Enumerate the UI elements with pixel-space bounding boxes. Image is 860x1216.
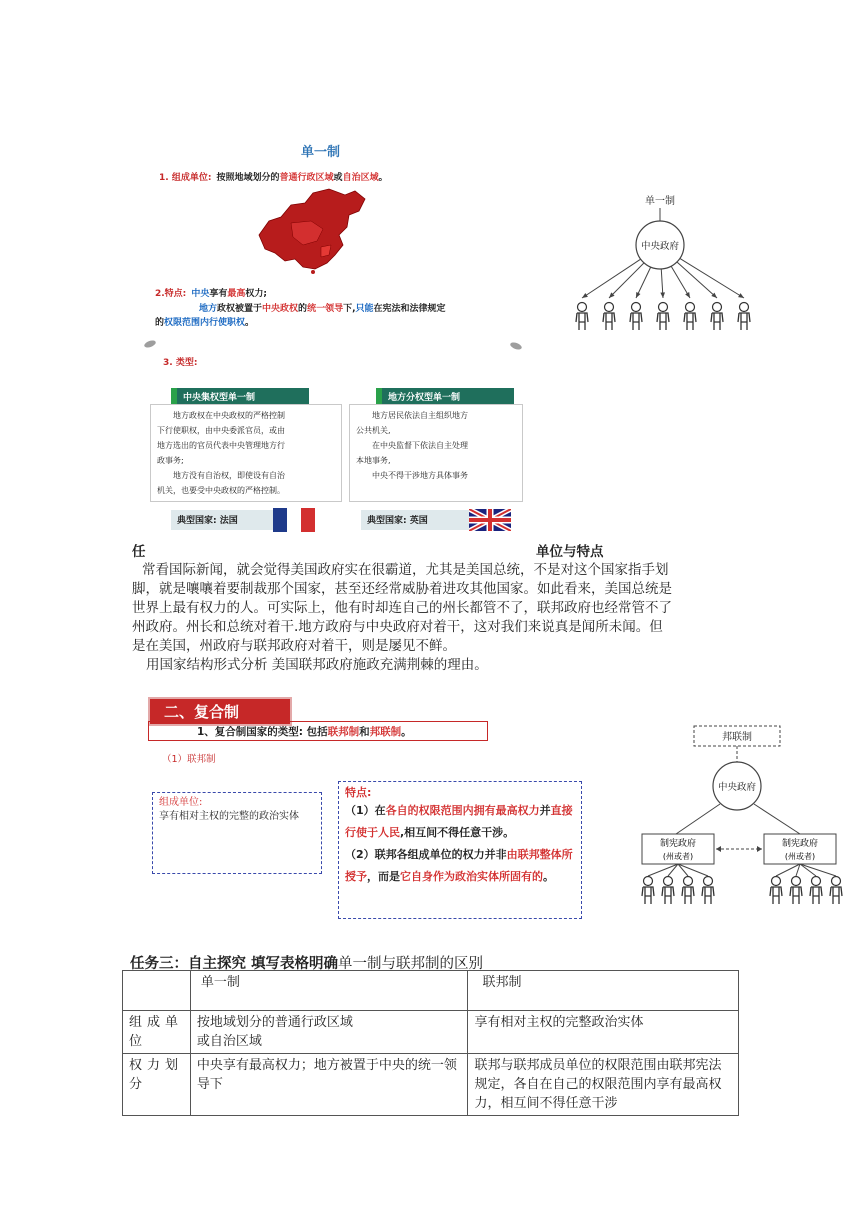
diagram1-arrow xyxy=(680,258,744,298)
table-header-row xyxy=(123,971,739,1011)
section-heading-right: 单位与特点 xyxy=(536,544,604,560)
type-right-line: 公共机关, xyxy=(356,426,391,435)
paragraph-line: 脚，就是嚷嚷着要制裁那个国家，甚至还经常威胁着进攻其他国家。如此看来，美国总统是 xyxy=(132,581,672,597)
unitary-diagram xyxy=(570,190,760,340)
uk-flag-icon xyxy=(469,509,511,531)
type-left-header: 中央集权型单一制 xyxy=(171,388,309,405)
person-icon xyxy=(576,303,588,331)
federal-cell: 享有相对主权的完整政治实体 xyxy=(468,1011,739,1054)
table-header-cell: 单一制 xyxy=(190,971,468,1011)
right-state-sub: (州或者) xyxy=(784,852,816,861)
person-icon xyxy=(603,303,615,331)
person-icon xyxy=(790,877,802,905)
diagram1-arrow xyxy=(582,259,641,298)
diagram1-center-label: 中央政府 xyxy=(640,241,680,252)
person-icon xyxy=(770,877,782,905)
type-right-line: 在中央监督下依法自主处理 xyxy=(372,441,468,450)
arrowhead-icon xyxy=(738,293,744,298)
country-bar-france: 典型国家: 法国 xyxy=(171,510,315,530)
person-icon xyxy=(662,877,674,905)
item1: 1. 组成单位: 按照地域划分的普通行政区域或自治区域。 xyxy=(159,173,388,183)
type-right-header: 地方分权型单一制 xyxy=(376,388,514,405)
paragraph-line: 是在美国，州政府与联邦政府对着干，则是屡见不鲜。 xyxy=(132,638,456,654)
diagram1-title: 单一制 xyxy=(645,196,675,207)
item3-label: 3. 类型: xyxy=(163,358,198,368)
unitary-cell: 按地域划分的普通行政区域 或自治区域 xyxy=(190,1011,468,1054)
type-right-line: 地方居民依法自主组织地方 xyxy=(372,411,468,420)
federal-cell: 联邦与联邦成员单位的权限范围由联邦宪法规定，各自在自己的权限范围内享有最高权力，相互间不得任意干涉 xyxy=(468,1054,739,1116)
compound-slide xyxy=(148,695,598,925)
left-state-label: 制宪政府 xyxy=(659,839,697,849)
feature-box: 特点: （1）在各自的权限范围内拥有最高权力并直接行使于人民,相互间不得任意干涉。 （2）联邦各组成单位的权力并非由联邦整体所授予，而是它自身作为政治实体所固有的。 xyxy=(338,781,582,919)
diagram2-people xyxy=(642,864,842,904)
federal-subheading: （1）联邦制 xyxy=(162,754,216,765)
comparison-table xyxy=(122,970,739,1116)
china-map-image xyxy=(251,183,371,275)
paragraph-line: 州政府。州长和总统对着干.地方政府与中央政府对着干，这对我们来说真是闻所未闻。但 xyxy=(132,619,663,635)
type-left-line: 机关，也要受中央政权的严格控制。 xyxy=(157,486,285,495)
unitary-slide xyxy=(143,133,528,540)
feature-2: （2）联邦各组成单位的权力并非由联邦整体所授予，而是它自身作为政治实体所固有的。 xyxy=(345,848,573,883)
feature-1: （1）在各自的权限范围内拥有最高权力并直接行使于人民,相互间不得任意干涉。 xyxy=(345,804,573,839)
france-flag-icon xyxy=(273,508,315,532)
leaf-icon xyxy=(509,341,523,351)
left-state-sub: (州或者) xyxy=(662,852,694,861)
country-bar-uk: 典型国家: 英国 xyxy=(361,510,511,530)
section-heading-left: 任 xyxy=(132,544,146,560)
person-icon xyxy=(630,303,642,331)
type-left-line: 地方政权在中央政权的严格控制 xyxy=(173,411,285,420)
person-icon xyxy=(810,877,822,905)
type-left-line: 地方没有自治权，即使设有自治 xyxy=(173,471,285,480)
table-header-cell: 联邦制 xyxy=(468,971,739,1011)
type-left-line: 地方选出的官员代表中央管理地方行 xyxy=(157,441,285,450)
person-icon xyxy=(684,303,696,331)
type-left-line: 政事务; xyxy=(157,456,184,465)
diagram2-link xyxy=(800,864,816,876)
diagram2-top-label: 邦联制 xyxy=(722,732,752,743)
reading-paragraph xyxy=(132,561,742,675)
analysis-question: 用国家结构形式分析 美国联邦政府施政充满荆棘的理由。 xyxy=(146,657,488,673)
person-icon xyxy=(657,303,669,331)
type-right-box xyxy=(349,404,523,502)
diagram1-arrow xyxy=(677,262,717,298)
type-left-line: 下行使职权，由中央委派官员，或由 xyxy=(157,426,285,435)
diagram2-link xyxy=(800,864,836,876)
diagram2-center-label: 中央政府 xyxy=(717,782,757,793)
diagram1-people xyxy=(576,303,750,331)
table-header-cell xyxy=(123,971,191,1011)
compound-subtitle: 1、复合制国家的类型: 包括联邦制和邦联制。 xyxy=(148,721,488,741)
compose-unit-box: 组成单位: 享有相对主权的完整的政治实体 xyxy=(152,792,322,874)
confederation-diagram xyxy=(636,718,858,914)
person-icon xyxy=(702,877,714,905)
row-label: 权力划分 xyxy=(123,1054,191,1116)
item2-line3: 的权限范围内行使职权。 xyxy=(155,318,255,328)
leaf-icon xyxy=(143,339,157,349)
unitary-cell: 中央享有最高权力；地方被置于中央的统一领导下 xyxy=(190,1054,468,1116)
slide-title: 单一制 xyxy=(301,145,341,160)
type-right-line: 中央不得干涉地方具体事务 xyxy=(372,471,468,480)
person-icon xyxy=(738,303,750,331)
item2-line1: 2.特点: 中央享有最高权力; xyxy=(155,289,268,299)
type-left-box xyxy=(150,404,342,502)
person-icon xyxy=(642,877,654,905)
compound-banner: 二、复合制 xyxy=(148,697,292,726)
row-label: 组成单位 xyxy=(123,1011,191,1054)
person-icon xyxy=(711,303,723,331)
item2-line2: 地方政权被置于中央政权的统一领导下,只能在宪法和法律规定 xyxy=(199,304,446,314)
arrowhead-icon xyxy=(582,293,588,298)
paragraph-line: 世界上最有权力的人。可实际上，他有时却连自己的州长都管不了，联邦政府也经常管不了 xyxy=(132,600,672,616)
table-row xyxy=(123,1054,739,1116)
person-icon xyxy=(830,877,842,905)
arrowhead-icon xyxy=(660,292,665,298)
right-state-label: 制宪政府 xyxy=(781,839,819,849)
type-right-line: 本地事务, xyxy=(356,456,391,465)
paragraph-line: 常看国际新闻，就会觉得美国政府实在很霸道，尤其是美国总统，不是对这个国家指手划 xyxy=(142,562,669,578)
person-icon xyxy=(682,877,694,905)
table-row xyxy=(123,1011,739,1054)
task3-heading: 任务三：自主探究 填写表格明确单一制与联邦制的区别 xyxy=(130,956,484,972)
